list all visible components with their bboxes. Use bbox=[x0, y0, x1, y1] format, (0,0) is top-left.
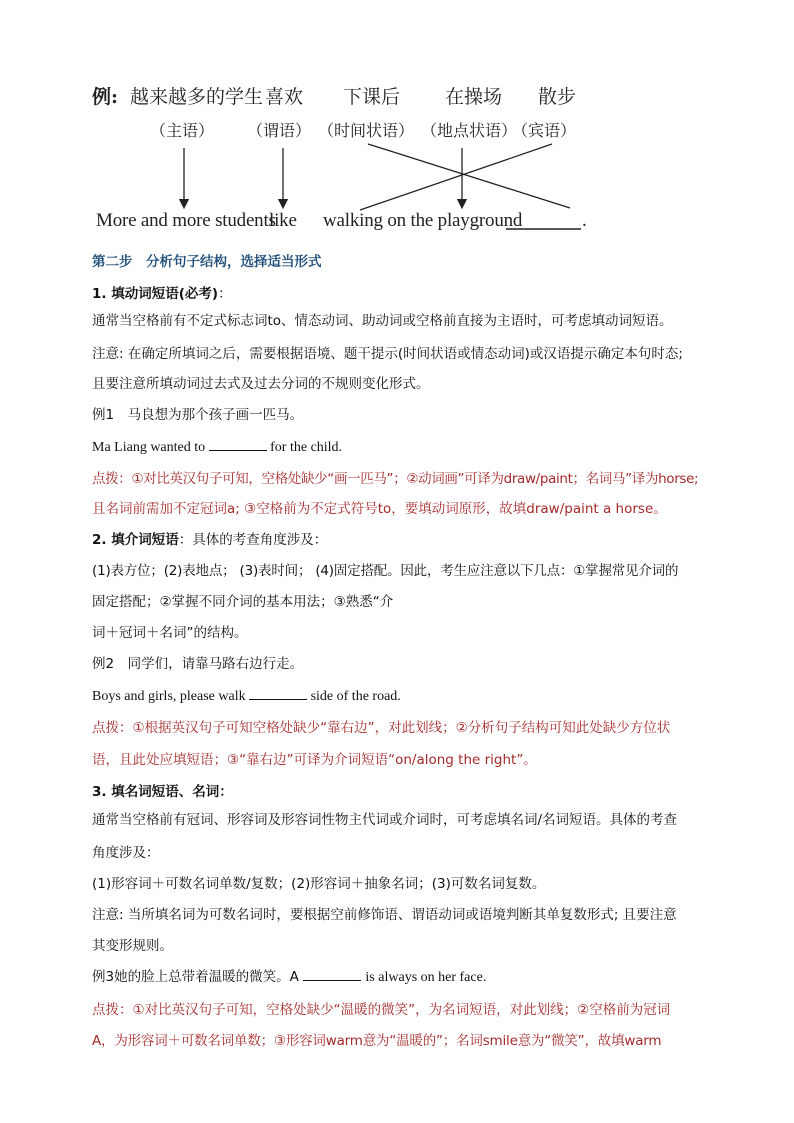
example2-before: Boys and girls, please walk bbox=[92, 689, 246, 704]
role-object: （宾语） bbox=[512, 121, 577, 140]
example1-blank bbox=[209, 437, 267, 451]
example2-label: 例2 同学们，请靠马路右边行走。 bbox=[92, 656, 304, 672]
section1-note-line1: 注意: 在确定所填词之后，需要根据语境、题干提示(时间状语或情态动词)或汉语提示确定本句时态; bbox=[92, 346, 683, 362]
example-label: 例: bbox=[92, 86, 119, 108]
role-time: （时间状语） bbox=[318, 121, 415, 140]
hint2-line2: 语，且此处应填短语；③“靠右边”可译为介词短语“on/along the right”。 bbox=[92, 752, 537, 768]
section2-heading-text: 2. 填介词短语 bbox=[92, 532, 179, 548]
diagram-arrows bbox=[0, 0, 794, 240]
section2-heading bbox=[92, 530, 327, 550]
section3-heading: 3. 填名词短语、名词： bbox=[92, 784, 233, 800]
example1-before: Ma Liang wanted to bbox=[92, 440, 206, 455]
step2-title: 第二步 分析句子结构，选择适当形式 bbox=[92, 254, 322, 270]
section3-intro-line2: 角度涉及： bbox=[92, 845, 160, 861]
zh-time: 下课后 bbox=[343, 86, 401, 108]
hint3-line2: A，为形容词＋可数名词单数；③形容词warm意为“温暖的”；名词smile意为“微笑”，故填warm bbox=[92, 1033, 662, 1049]
section3-list: (1)形容词＋可数名词单数/复数；(2)形容词＋抽象名词；(3)可数名词复数。 bbox=[92, 876, 546, 892]
section3-note-line1: 注意: 当所填名词为可数名词时，要根据空前修饰语、谓语动词或语境判断其单复数形式; 且要注意 bbox=[92, 907, 677, 923]
example2-sentence bbox=[92, 686, 401, 705]
en-verb: like bbox=[269, 210, 297, 231]
en-subject: More and more students bbox=[96, 210, 276, 231]
hint1-line1: 点拨：①对比英汉句子可知，空格处缺少“画一匹马”；②动词画”可译为draw/paint；名词马”译为horse; bbox=[92, 471, 699, 487]
section3-intro-line1: 通常当空格前有冠词、形容词及形容词性物主代词或介词时，可考虑填名词/名词短语。具体的考查 bbox=[92, 812, 678, 828]
section1-heading-text: 1. 填动词短语(必考) bbox=[92, 286, 219, 302]
example3-sentence bbox=[92, 967, 486, 988]
zh-subject: 越来越多的学生 bbox=[130, 86, 264, 108]
section3-note-line2: 其变形规则。 bbox=[92, 938, 173, 954]
hint2-line1: 点拨：①根据英汉句子可知空格处缺少“靠右边”，对此划线；②分析句子结构可知此处缺少方位状 bbox=[92, 720, 671, 736]
example3-zh: 例3她的脸上总带着温暖的微笑。A bbox=[92, 969, 299, 985]
example1-label: 例1 马良想为那个孩子画一匹马。 bbox=[92, 407, 304, 423]
hint1-line2: 且名词前需加不定冠词a; ③空格前为不定式符号to，要填动词原形，故填draw/paint a horse。 bbox=[92, 501, 667, 517]
en-period: . bbox=[582, 210, 587, 231]
section1-heading-colon: ： bbox=[218, 286, 232, 302]
example3-after: is always on her face. bbox=[365, 970, 487, 985]
hint3-line1: 点拨：①对比英汉句子可知，空格处缺少“温暖的微笑”，为名词短语，对此划线；②空格前为冠词 bbox=[92, 1002, 671, 1018]
zh-object: 散步 bbox=[538, 86, 577, 108]
arrow-time-to-end bbox=[368, 144, 570, 208]
example3-blank bbox=[303, 967, 361, 981]
arrow-object-to-mid bbox=[360, 144, 552, 210]
example1-sentence bbox=[92, 437, 342, 456]
section2-line1: (1)表方位；(2)表地点； (3)表时间； (4)固定搭配。因此，考生应注意以下几点：①掌握常见介词的 bbox=[92, 563, 679, 579]
example2-after: side of the road. bbox=[310, 689, 401, 704]
section2-line3: 词＋冠词＋名词”的结构。 bbox=[92, 625, 248, 641]
section2-heading-rest: ：具体的考查角度涉及： bbox=[178, 532, 328, 548]
example2-blank bbox=[249, 686, 307, 700]
section1-heading bbox=[92, 282, 232, 302]
zh-verb: 喜欢 bbox=[265, 86, 304, 108]
role-verb: （谓语） bbox=[247, 121, 312, 140]
role-subject: （主语） bbox=[150, 121, 215, 140]
zh-place: 在操场 bbox=[445, 86, 503, 108]
en-object: walking on the playground bbox=[323, 210, 523, 231]
role-place: （地点状语） bbox=[421, 121, 518, 140]
section1-note-line2: 且要注意所填动词过去式及过去分词的不规则变化形式。 bbox=[92, 376, 430, 392]
section2-line2: 固定搭配；②掌握不同介词的基本用法；③熟悉“介 bbox=[92, 594, 394, 610]
example1-after: for the child. bbox=[270, 440, 343, 455]
section1-intro: 通常当空格前有不定式标志词to、情态动词、助动词或空格前直接为主语时，可考虑填动词短语。 bbox=[92, 313, 673, 329]
